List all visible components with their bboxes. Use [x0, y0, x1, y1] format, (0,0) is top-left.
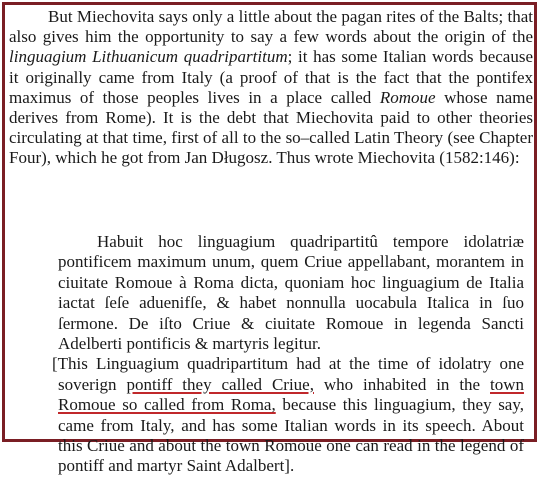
block-quote [52, 232, 525, 477]
para1-part2: ; it has some Italian words because it originally came from Italy (a proof of that is the fact that the pontifex maximus of those peoples lives in a place called [9, 47, 533, 107]
romoue-term: Romoue [379, 87, 436, 107]
translation-part1: [This Linguagium quadripartitum had at the time of idolatry one soverign [52, 354, 524, 394]
underlined-pontiff-criue: pontiff they called Criue, [126, 374, 314, 394]
latin-quote: Habuit hoc linguagium quadripartitû tempore idolatriæ pontificem maximum unum, quem Criue appellabant, morantem in ciuitate Romoue à Roma dicta, quoniam hoc linguagium de Italia iactat ſeſe aduenifſe, & habet nonnulla uocabula Italica in ſuo ſermone. De iſto Criue & ciuitate Romoue in legenda Sancti Adelberti pontificis & martyris legitur. [58, 232, 524, 354]
translation-part3: because this linguagium, they say, came from Italy, and has some Italian words in its speech. About this Criue and about the town Romoue one can read in the legend of pontiff and martyr Saint Adalbert]. [58, 395, 524, 476]
translation-part2: who inhabited in the [313, 374, 491, 394]
main-paragraph [9, 7, 533, 169]
underlined-town-romoue: town Romoue so called from Roma, [58, 374, 525, 415]
english-translation [52, 354, 525, 476]
linguagium-term: linguagium Lithuanicum quadripartitum [9, 47, 288, 67]
paragraph-text [9, 7, 533, 169]
para1-part3: whose name derives from Rome). It is the debt that Miechovita paid to other theories circulating at that time, first of all to the so–called Latin Theory (see Chapter Four), which he got from Jan Długosz. Thus wrote Miechovita (1582:146): [9, 87, 533, 168]
para1-part1: But Miechovita says only a little about the pagan rites of the Balts; that also gives him the opportunity to say a few words about the origin of the [9, 7, 533, 47]
